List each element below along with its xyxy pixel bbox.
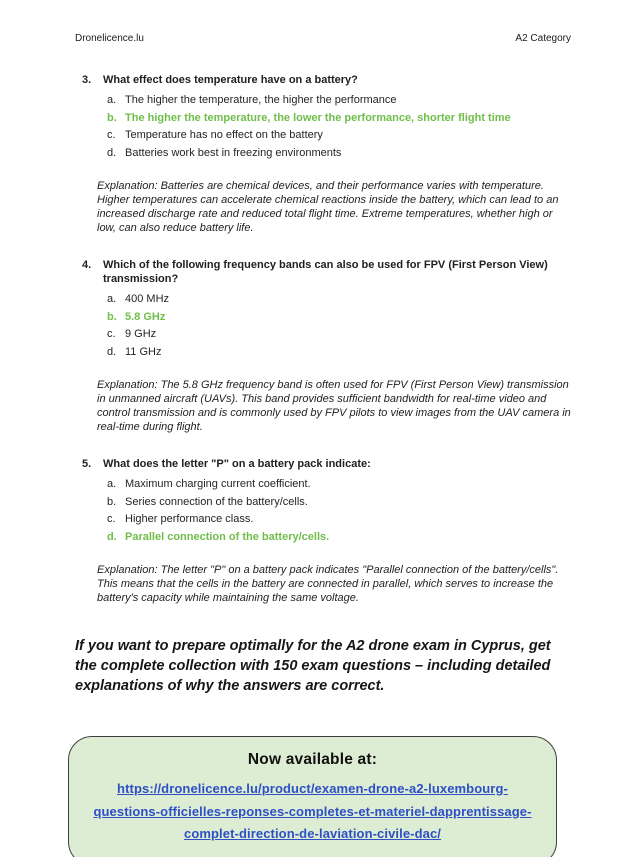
question-text: What effect does temperature have on a battery?: [103, 74, 358, 86]
option-text: Temperature has no effect on the battery: [125, 129, 323, 141]
option-row: [107, 309, 571, 327]
cta-link[interactable]: https://dronelicence.lu/product/examen-drone-a2-luxembourg-questions-officielles-reponses-completes-et-materiel-dapprentissage-complet-direction-de-laviation-civile-dac/: [93, 781, 532, 841]
option-text: 5.8 GHz: [125, 310, 166, 323]
option-text: 400 MHz: [125, 293, 170, 305]
option-row: [107, 92, 571, 110]
option-row: [107, 110, 571, 128]
question-number: 4.: [82, 259, 92, 271]
option-letter: d.: [107, 345, 117, 358]
explanation-text: Explanation: Batteries are chemical devices, and their performance varies with temperature. Higher temperatures can accelerate chemical reactions inside the battery, which can lead to an increased discharge rate and reduced total flight time. Extreme temperatures, whether high or low, can also reduce battery life.: [97, 180, 559, 234]
option-row: [107, 476, 571, 494]
options-list: [75, 291, 571, 361]
question-block-3: [75, 73, 571, 235]
option-letter: a.: [107, 94, 117, 106]
option-text: Higher performance class.: [125, 513, 254, 525]
option-text: The higher the temperature, the higher the performance: [125, 94, 397, 106]
question-block-5: [75, 457, 571, 605]
question-number: 5.: [82, 458, 92, 470]
option-letter: c.: [107, 513, 116, 525]
option-text: Series connection of the battery/cells.: [125, 495, 308, 508]
category-label: A2 Category: [515, 33, 571, 44]
option-row: [107, 494, 571, 512]
option-row: [107, 145, 571, 163]
question-number: 3.: [82, 74, 92, 86]
option-text: The higher the temperature, the lower the performance, shorter flight time: [125, 111, 511, 124]
option-row: [107, 291, 571, 309]
option-letter: d.: [107, 530, 117, 543]
option-letter: c.: [107, 129, 116, 141]
option-text: 11 GHz: [125, 345, 162, 358]
option-row: [107, 127, 571, 145]
option-letter: b.: [107, 310, 117, 323]
options-list: [75, 476, 571, 546]
cta-link-wrap: [69, 778, 556, 846]
option-letter: d.: [107, 146, 117, 159]
explanation-text: Explanation: The 5.8 GHz frequency band is often used for FPV (First Person View) transmission in unmanned aircraft (UAVs). This band provides sufficient bandwidth for real-time video and control transmission and is commonly used by FPV pilots to view images from the UAV camera in real-time during flight.: [97, 379, 571, 433]
option-row: [107, 326, 571, 344]
promo-text: If you want to prepare optimally for the A2 drone exam in Cyprus, get the complete collection with 150 exam questions – including detailed explanations of why the answers are correct.: [75, 638, 551, 694]
option-text: 9 GHz: [125, 328, 157, 340]
option-letter: a.: [107, 293, 117, 305]
explanation-text: Explanation: The letter "P" on a battery pack indicates "Parallel connection of the battery/cells". This means that the cells in the battery are connected in parallel, which serves to increase the battery's capacity while maintaining the same voltage.: [97, 564, 559, 604]
option-letter: c.: [107, 328, 116, 340]
option-row: [107, 529, 571, 547]
option-row: [107, 344, 571, 362]
site-name: Dronelicence.lu: [75, 33, 144, 44]
option-text: Maximum charging current coefficient.: [125, 478, 311, 490]
cta-title: Now available at:: [247, 751, 378, 768]
option-text: Parallel connection of the battery/cells.: [125, 530, 330, 543]
question-header: [75, 73, 571, 87]
option-letter: b.: [107, 111, 117, 124]
document-header: [75, 33, 571, 44]
option-letter: a.: [107, 478, 117, 490]
question-block-4: [75, 258, 571, 434]
option-letter: b.: [107, 495, 117, 508]
question-header: [75, 457, 571, 471]
question-text: Which of the following frequency bands can also be used for FPV (First Person View) transmission?: [103, 259, 548, 285]
question-header: [75, 258, 571, 286]
cta-box: [68, 736, 557, 857]
question-text: What does the letter "P" on a battery pack indicate:: [103, 458, 371, 470]
option-text: Batteries work best in freezing environments: [125, 146, 342, 159]
options-list: [75, 92, 571, 162]
option-row: [107, 511, 571, 529]
